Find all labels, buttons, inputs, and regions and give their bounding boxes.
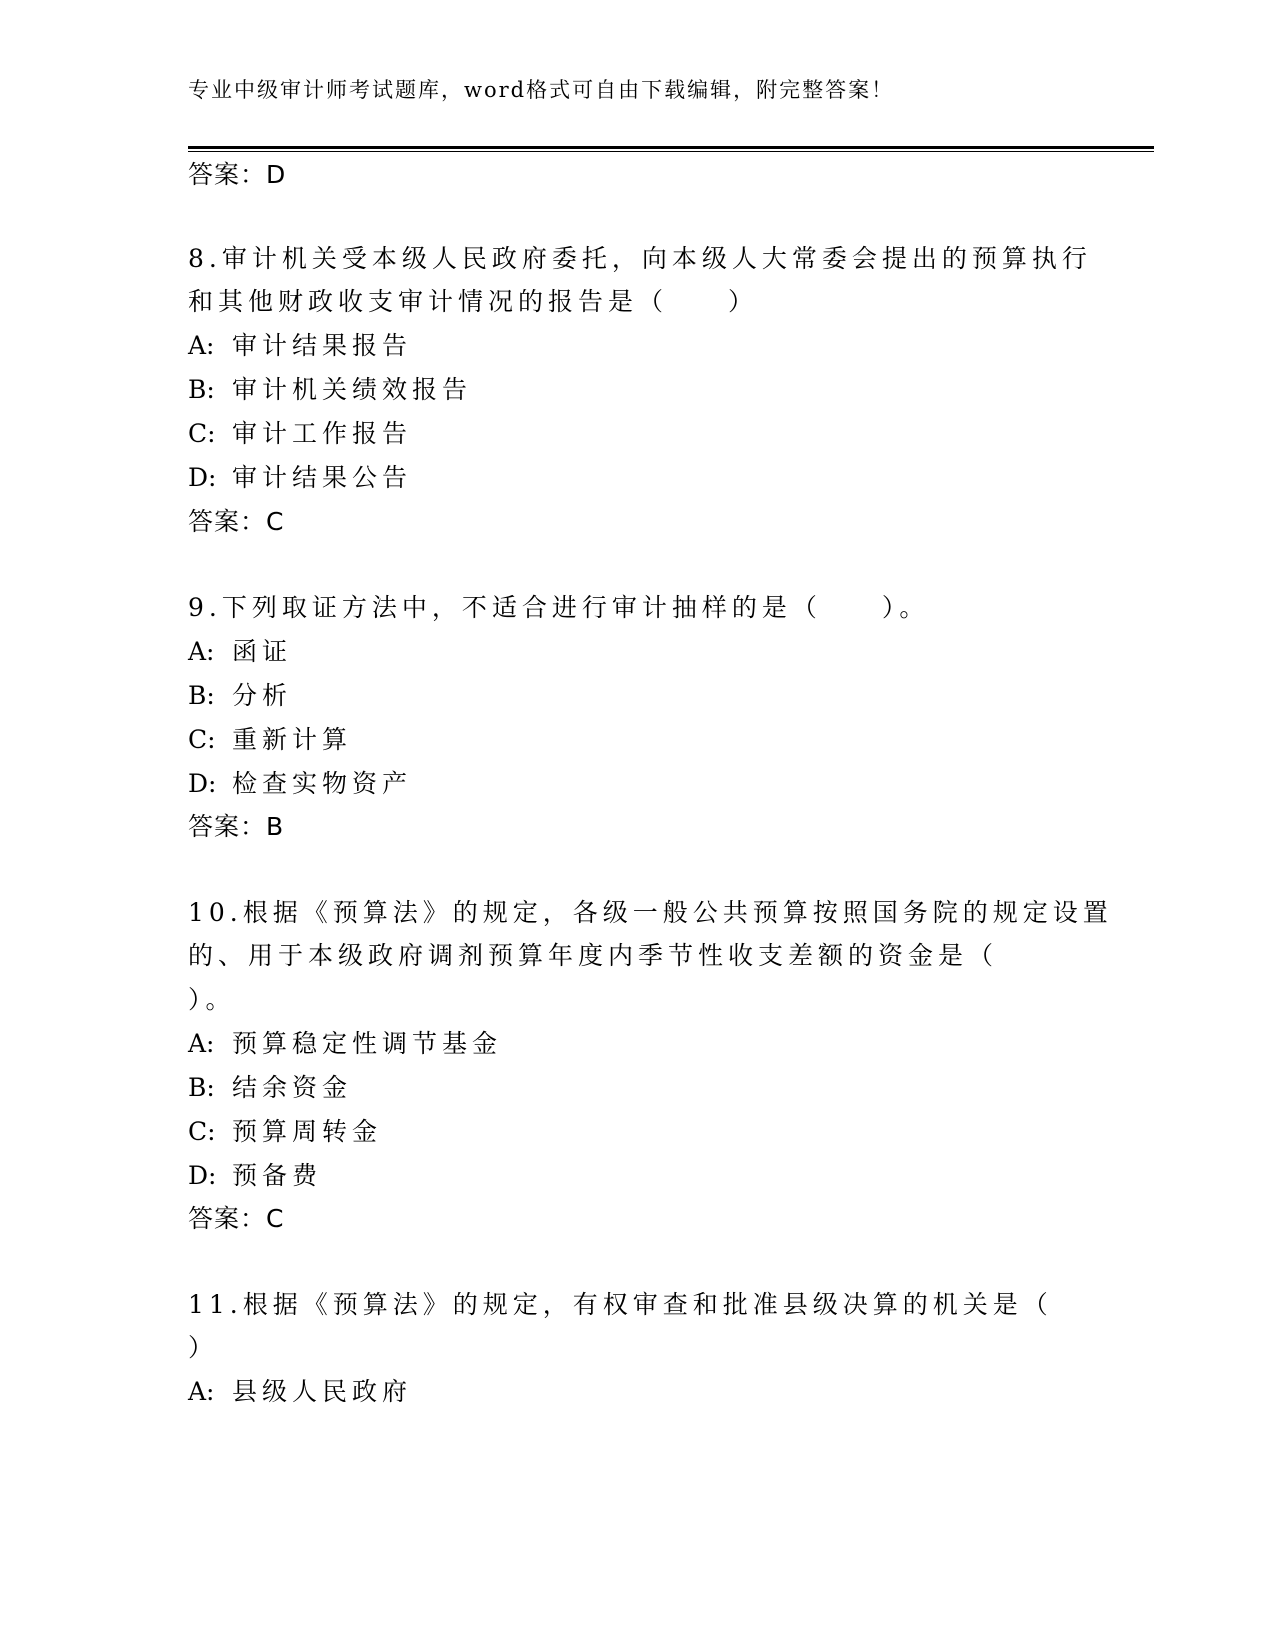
question-11-option-a: [188, 1377, 412, 1407]
option-key: A:: [188, 1029, 215, 1058]
option-text: 审计工作报告: [232, 419, 413, 448]
question-10-option-d: [188, 1161, 322, 1191]
question-9-option-a: [188, 637, 292, 667]
option-key: B:: [188, 375, 215, 404]
question-8-option-d: [188, 463, 412, 493]
question-10-stem-line-2: 的、用于本级政府调剂预算年度内季节性收支差额的资金是（: [188, 941, 999, 970]
question-10-stem-line-1: 10.根据《预算法》的规定，各级一般公共预算按照国务院的规定设置: [188, 898, 1113, 927]
question-8-stem-line-2: 和其他财政收支审计情况的报告是（ ）: [188, 287, 759, 316]
option-key: A:: [188, 637, 215, 666]
option-text: 审计结果报告: [232, 331, 413, 360]
question-8-option-b: [188, 375, 472, 405]
header-rule-thick: [188, 146, 1154, 149]
question-8-answer: 答案：C: [188, 507, 285, 536]
page-header: 专业中级审计师考试题库，word格式可自由下载编辑，附完整答案！: [188, 78, 895, 102]
option-text: 分析: [232, 681, 293, 710]
question-9-option-d: [188, 769, 412, 799]
option-text: 预算稳定性调节基金: [232, 1029, 503, 1058]
option-text: 县级人民政府: [232, 1377, 413, 1406]
question-10-option-b: [188, 1073, 352, 1103]
question-9-answer: 答案：B: [188, 812, 285, 841]
question-9-stem-line-1: 9.下列取证方法中，不适合进行审计抽样的是（ ）。: [188, 593, 930, 622]
question-10-stem-line-3: ）。: [188, 985, 236, 1014]
option-key: B:: [188, 681, 215, 710]
option-text: 审计机关绩效报告: [232, 375, 473, 404]
option-key: A:: [188, 331, 215, 360]
option-key: C:: [188, 725, 216, 754]
question-9-option-c: [188, 725, 352, 755]
option-text: 预算周转金: [232, 1117, 383, 1146]
option-key: D:: [188, 463, 217, 492]
question-9-option-b: [188, 681, 292, 711]
option-key: C:: [188, 419, 216, 448]
question-10-option-a: [188, 1029, 502, 1059]
option-key: A:: [188, 1377, 215, 1406]
option-text: 重新计算: [232, 725, 353, 754]
option-text: 结余资金: [232, 1073, 353, 1102]
option-text: 预备费: [232, 1161, 323, 1190]
option-text: 审计结果公告: [232, 463, 413, 492]
question-11-stem-line-2: ）: [188, 1333, 219, 1362]
option-key: D:: [188, 769, 217, 798]
question-11-stem-line-1: 11.根据《预算法》的规定，有权审查和批准县级决算的机关是（: [188, 1290, 1053, 1319]
option-text: 检查实物资产: [232, 769, 413, 798]
question-8-stem-line-1: 8.审计机关受本级人民政府委托，向本级人大常委会提出的预算执行: [188, 244, 1092, 273]
option-key: D:: [188, 1161, 217, 1190]
header-rule-thin: [188, 151, 1154, 152]
option-key: C:: [188, 1117, 216, 1146]
option-text: 函证: [232, 637, 293, 666]
question-10-option-c: [188, 1117, 382, 1147]
question-8-option-c: [188, 419, 412, 449]
question-8-option-a: [188, 331, 412, 361]
answer-prev: 答案：D: [188, 160, 287, 189]
question-10-answer: 答案：C: [188, 1204, 285, 1233]
option-key: B:: [188, 1073, 215, 1102]
